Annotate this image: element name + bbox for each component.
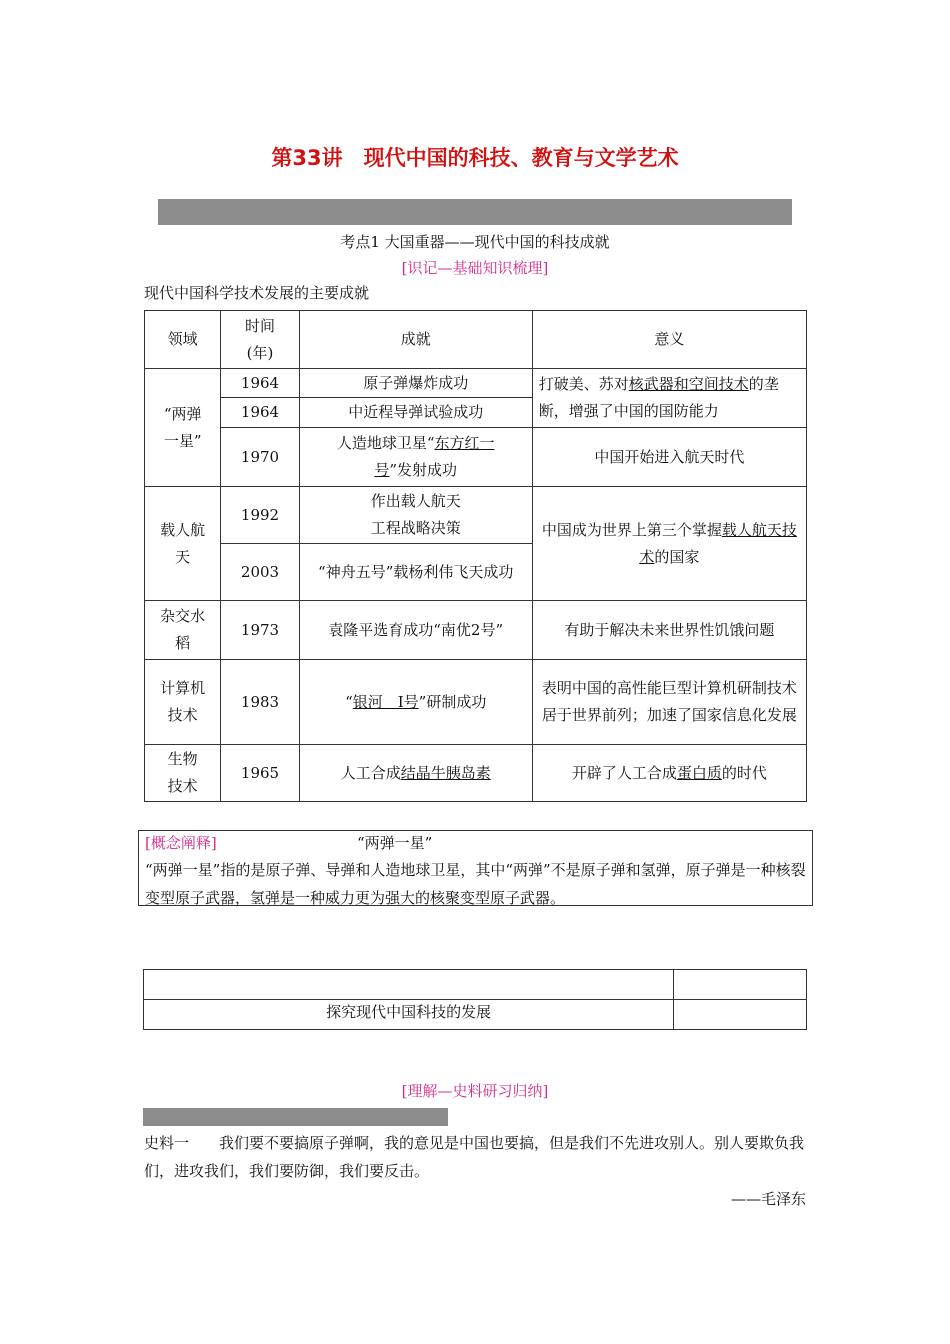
table-row [145,745,807,802]
concept-tag: [概念阐释] [145,834,217,852]
ach-underlined: 结晶牛胰岛素 [400,763,491,782]
table-row [145,428,807,487]
achievement-cell: 袁隆平选育成功“南优2号” [299,601,532,660]
sig-text: 打破美、苏对 [538,375,629,393]
ach-text: “ [345,692,353,711]
table-row [144,1000,807,1030]
ach-text: ”研制成功 [418,692,487,711]
explore-table [143,969,807,1030]
sig-underlined: 载人航天技术 [639,520,797,566]
header-time-line2: (年) [246,343,274,362]
year-cell: 1992 [221,487,299,544]
sig-text: 中国成为世界上第三个掌握 [541,520,722,539]
field-cell: 生物技术 [145,745,221,802]
sig-text: 的时代 [721,763,767,782]
year-cell: 2003 [221,544,299,601]
ach-underlined: 东方红一号 [374,434,495,479]
explore-cell-empty [674,1000,807,1030]
explore-cell-empty [674,970,807,1000]
achievement-cell [299,745,532,802]
achievements-table [144,310,807,802]
year-cell: 1970 [221,428,299,487]
significance-space [532,487,806,601]
source1-attribution: ——毛泽东 [730,1190,806,1208]
sig-text: 开辟了人工合成 [571,763,677,782]
table-row [145,601,807,660]
source1-paragraph [144,1129,807,1185]
page-title: 第33讲 现代中国的科技、教育与文学艺术 [271,146,679,170]
achievement-cell: “神舟五号”载杨利伟飞天成功 [299,544,532,601]
ach-line2: 工程战略决策 [370,519,461,537]
significance-lianda [532,369,806,428]
year-cell: 1964 [221,369,299,398]
table-header-row [145,311,807,369]
section-heading: 考点1 大国重器——现代中国的科技成就 [340,233,610,251]
ach-text: 人工合成 [340,763,401,782]
sig-text: 的垄断，增强了中国的国防能力 [538,375,779,420]
concept-heading: “两弹一星” [357,834,433,852]
source1-gap [189,1134,219,1152]
ach-line1: 作出载人航天 [370,492,461,510]
concept-text: “两弹一星”指的是原子弹、导弹和人造地球卫星，其中“两弹”不是原子弹和氢弹，原子弹是一种核裂变型原子武器，氢弹是一种威力更为强大的核聚变型原子武器。 [145,861,806,907]
table-row [145,369,807,398]
achievement-cell: 中近程导弹试验成功 [299,398,532,428]
achievement-cell [299,487,532,544]
achievement-cell: 原子弹爆炸成功 [299,369,532,398]
source1-label: 史料一 [144,1134,190,1152]
significance-cell: 表明中国的高性能巨型计算机研制技术居于世界前列；加速了国家信息化发展 [532,660,806,745]
field-lianda: “两弹一星” [145,369,221,487]
source-divider-bar [143,1108,448,1126]
header-field: 领域 [145,311,221,369]
source1-text: 我们要不要搞原子弹啊，我的意见是中国也要搞，但是我们不先进攻别人。别人要欺负我们，进攻我们，我们要防御，我们要反击。 [144,1134,805,1180]
significance-cell: 中国开始进入航天时代 [532,428,806,487]
significance-cell: 有助于解决未来世界性饥饿问题 [532,601,806,660]
significance-cell [532,745,806,802]
section-divider-bar [158,199,792,225]
understand-tag: [理解—史料研习归纳] [401,1082,549,1100]
year-cell: 1973 [221,601,299,660]
explore-cell-empty [144,970,674,1000]
sig-underlined: 核武器和空间技术 [628,375,749,393]
year-cell: 1965 [221,745,299,802]
table-row [145,487,807,544]
header-time [221,311,299,369]
field-space: 载人航天 [145,487,221,601]
header-time-line1: 时间 [245,316,276,335]
header-achievement: 成就 [299,311,532,369]
field-cell: 计算机技术 [145,660,221,745]
ach-underlined: 银河 Ⅰ号 [352,692,419,711]
table-caption: 现代中国科学技术发展的主要成就 [144,284,370,302]
sig-text: 的国家 [654,547,700,566]
achievement-cell [299,660,532,745]
table-row [144,970,807,1000]
recall-tag: [识记—基础知识梳理] [401,259,549,277]
field-cell: 杂交水稻 [145,601,221,660]
concept-box [138,830,813,906]
table-row [145,660,807,745]
ach-text: ”发射成功 [389,461,458,479]
achievement-cell [299,428,532,487]
ach-text: 人造地球卫星“ [336,434,435,452]
explore-title: 探究现代中国科技的发展 [144,1000,674,1030]
year-cell: 1964 [221,398,299,428]
header-significance: 意义 [532,311,806,369]
year-cell: 1983 [221,660,299,745]
sig-underlined: 蛋白质 [676,763,722,782]
